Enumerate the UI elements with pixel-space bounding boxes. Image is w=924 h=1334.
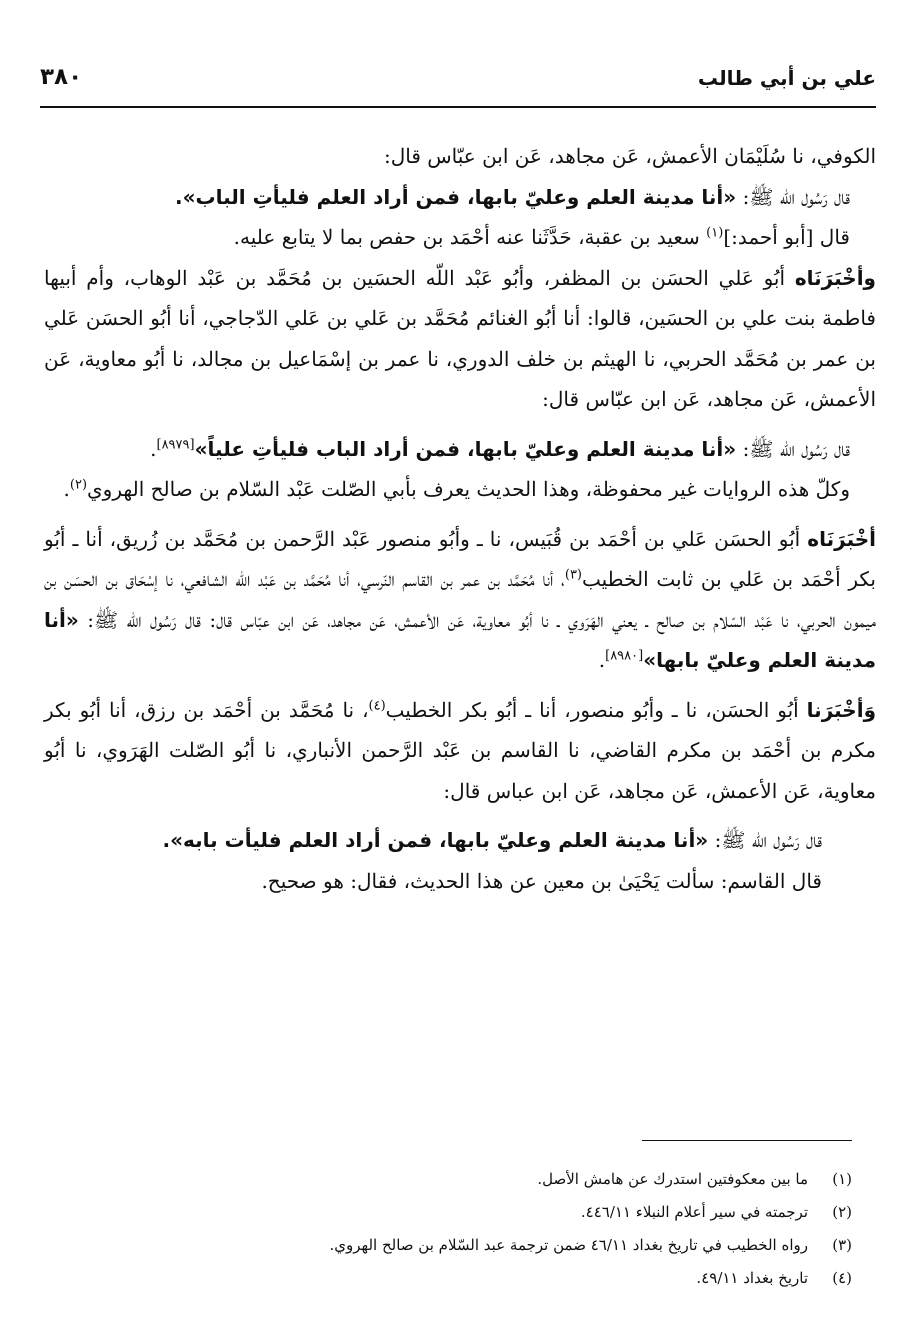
- hadith-text: «أنا مدينة العلم وعليّ بابها، فمن أراد الباب فليأتِ علياً»: [194, 436, 737, 461]
- paragraph-6: [44, 469, 876, 510]
- footnotes: [60, 1163, 852, 1295]
- hadith-text: «أنا مدينة العلم وعليّ بابها»: [44, 607, 876, 672]
- main-text: [44, 136, 876, 901]
- footnote-text: تاريخ بغداد ٤٩/١١.: [696, 1269, 808, 1287]
- commentary-text: وكلّ هذه الروايات غير محفوظة، وهذا الحديث يعرف بأبي الصّلت عَبْد السّلام بن صالح الهروي: [87, 477, 850, 501]
- paragraph-2: [44, 177, 876, 218]
- isnad-text-continued: ، أنا مُحَمَّد بن عمر بن القاسم النّرسي، أنا مُحَمَّد بن عَبْد اللّه الشافعي، نا إسْحَاق بن الحسَن بن ميمون الحربي، نا عَبْد السّلام بن صالح ـ يعني الهَرَوي ـ نا أبُو معاوية، عَن الأعمش، عَن مجاهد، عَن ابن عبّاس قال: قال رَسُول الله ﷺ:: [44, 567, 876, 632]
- quote-intro: قال رَسُول الله ﷺ:: [736, 436, 850, 461]
- footnote-1: [60, 1163, 852, 1196]
- footnote-3: [60, 1229, 852, 1262]
- footnote-marker-1: (١): [706, 225, 724, 241]
- isnad-text: أبُو الحسَن، نا ـ وأبُو منصور، أنا ـ أبُو بكر الخطيب: [385, 697, 807, 722]
- paragraph-8: [44, 690, 876, 812]
- punctuation: .: [63, 477, 70, 501]
- chain-lead-word: أخْبَرَنَاه: [807, 526, 876, 551]
- footnote-4: [60, 1262, 852, 1295]
- running-header: [40, 62, 876, 108]
- page-number: ٣٨٠: [40, 64, 83, 90]
- punctuation: .: [598, 648, 606, 672]
- footnote-text: ترجمته في سير أعلام النبلاء ٤٤٦/١١.: [580, 1203, 808, 1221]
- isnad-text: أبُو عَلي الحسَن بن المظفر، وأبُو عَبْد اللّه الحسَين بن مُحَمَّد بن عَبْد الوهاب، وأم أبيها فاطمة بنت علي بن الحسَين، قالوا: أنا أبُو الغنائم مُحَمَّد بن عَلي بن عَلي الدّجاجي، أنا أبُو الحسَن عَلي بن عمر بن مُحَمَّد الحربي، نا الهيثم بن خلف الدوري، نا عمر بن إسْمَاعيل بن مجالد، نا أبُو معاوية، عَن الأعمش، عَن مجاهد، عَن ابن عبّاس قال:: [44, 265, 876, 411]
- paragraph-5: [44, 429, 876, 470]
- paragraph-1: الكوفي، نا سُلَيْمَان الأعمش، عَن مجاهد، عَن ابن عبّاس قال:: [383, 144, 876, 168]
- footnote-text: رواه الخطيب في تاريخ بغداد ٤٦/١١ ضمن ترجمة عبد السّلام بن صالح الهروي.: [329, 1236, 808, 1254]
- footnote-2: [60, 1196, 852, 1229]
- footnote-marker-4: (٤): [368, 697, 386, 713]
- footnote-text: ما بين معكوفتين استدرك عن هامش الأصل.: [537, 1170, 808, 1188]
- chain-lead-word: وأخْبَرَنَاه: [794, 265, 876, 290]
- paragraph-3-text: سعيد بن عقبة، حَدَّثَنا عنه أحْمَد بن حفص بما لا يتابع عليه.: [233, 225, 707, 249]
- footnote-number: (٤): [832, 1269, 852, 1287]
- hadith-text: «أنا مدينة العلم وعليّ بابها، فمن أراد العلم فليأت بابه».: [162, 828, 709, 852]
- paragraph-4: [44, 258, 876, 420]
- footnote-number: (٢): [832, 1203, 852, 1221]
- hadith-number: [٨٩٨٠]: [605, 648, 644, 664]
- hadith-text: «أنا مدينة العلم وعليّ بابها، فمن أراد العلم فليأتِ الباب».: [175, 184, 737, 209]
- paragraph-3: [44, 217, 876, 258]
- footnote-marker-3: (٣): [564, 567, 582, 583]
- isnad-text: أبُو الحسَن عَلي بن أحْمَد بن قُبَيس، نا ـ وأبُو منصور عَبْد الرَّحمن بن مُحَمَّد بن زُريق، أنا ـ أبُو بكر أحْمَد بن عَلي بن ثابت الخطيب: [44, 526, 876, 591]
- paragraph-10: قال القاسم: سألت يَحْيَىٰ بن معين عن هذا الحديث، فقال: هو صحيح.: [261, 868, 822, 893]
- quote-intro: قال رَسُول الله ﷺ:: [708, 828, 822, 852]
- hadith-number: [٨٩٧٩]: [156, 436, 195, 452]
- paragraph-9: [44, 820, 876, 861]
- editor-insertion: قال [أبو أحمد:]: [723, 225, 850, 249]
- footnote-number: (١): [832, 1170, 852, 1188]
- footnote-marker-2: (٢): [69, 477, 88, 493]
- footnote-number: (٣): [832, 1236, 852, 1254]
- paragraph-7: [44, 519, 876, 681]
- chain-lead-word: وَأخْبَرَنا: [806, 697, 876, 722]
- quote-intro: قال رَسُول الله ﷺ:: [736, 184, 850, 209]
- running-title: علي بن أبي طالب: [697, 66, 876, 90]
- isnad-text-continued: ، نا مُحَمَّد بن أحْمَد بن رزق، أنا أبُو بكر مكرم بن أحْمَد بن مكرم القاضي، نا القاسم بن عَبْد الرَّحمن الأنباري، نا أبُو الصّلت الهَرَوي، نا أبُو معاوية، عَن الأعمش، عَن مجاهد، عَن ابن عباس قال:: [44, 697, 876, 803]
- footnotes-separator: [642, 1140, 852, 1141]
- punctuation: .: [150, 436, 157, 461]
